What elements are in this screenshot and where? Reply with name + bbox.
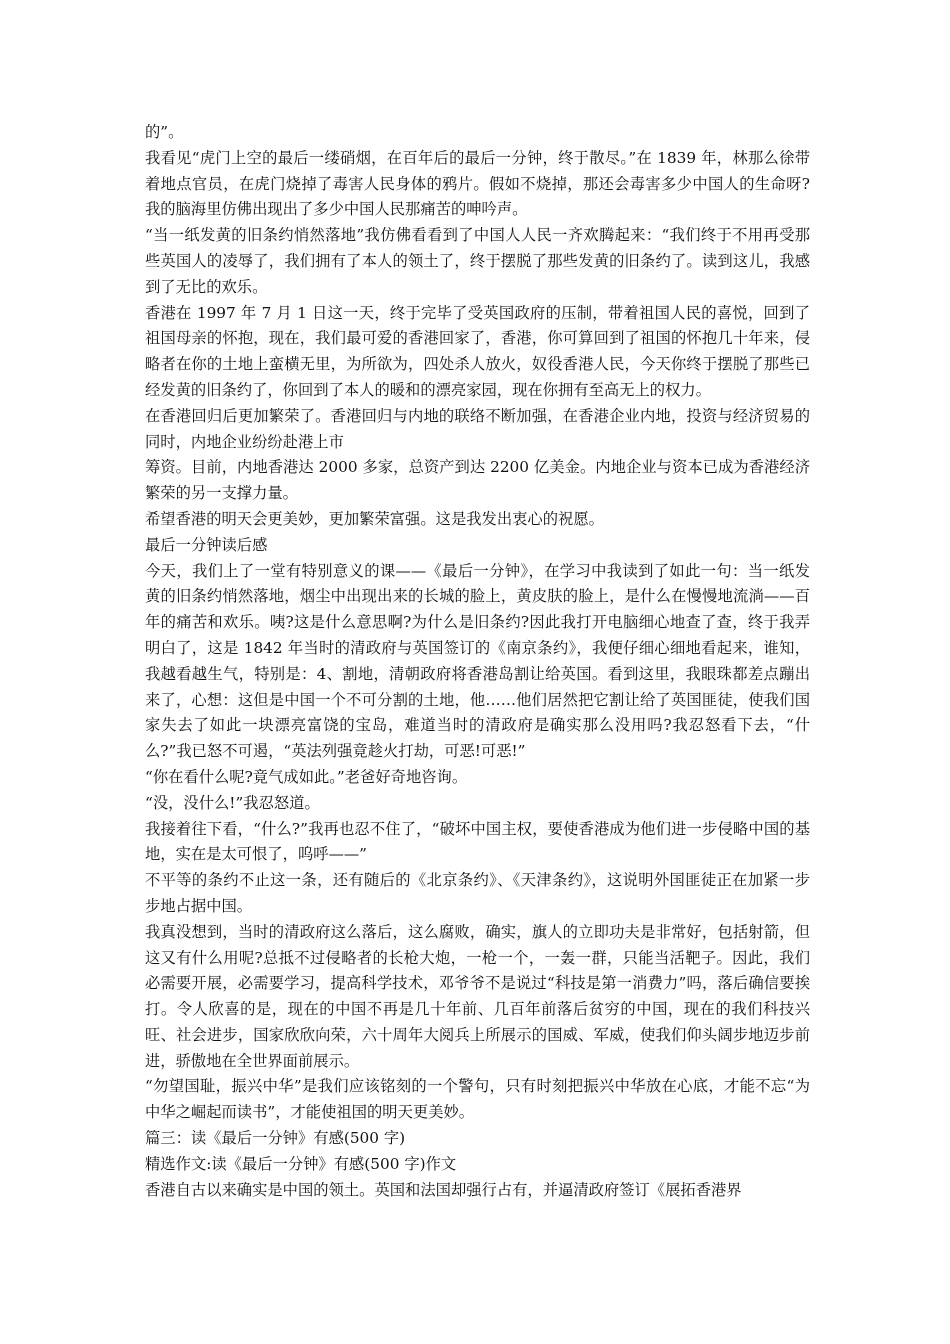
paragraph: “你在看什么呢?竟气成如此。”老爸好奇地咨询。 <box>145 767 468 786</box>
subheading: 精选作文:读《最后一分钟》有感(500 字)作文 <box>145 1154 457 1173</box>
document-body <box>145 120 810 1203</box>
paragraph: 香港在 1997 年 7 月 1 日这一天，终于完毕了受英国政府的压制，带着祖国人民的喜悦，回到了祖国母亲的怀抱，现在，我们最可爱的香港回家了，香港，你可算回到了祖国的怀抱几十年来，侵略者在你的土地上蛮横无里，为所欲为，四处杀人放火，奴役香港人民，今天你终于摆脱了那些已经发黄的旧条约了，你回到了本人的暖和的漂亮家园，现在你拥有至高无上的权力。 <box>145 303 810 399</box>
paragraph: 筹资。目前，内地香港达 2000 多家，总资产到达 2200 亿美金。内地企业与资本已成为香港经济繁荣的另一支撑力量。 <box>145 458 810 503</box>
section-heading: 篇三：读《最后一分钟》有感(500 字) <box>145 1129 406 1148</box>
paragraph: 我看见“虎门上空的最后一缕硝烟，在百年后的最后一分钟，终于散尽。”在 1839 年，林那么徐带着地点官员，在虎门烧掉了毒害人民身体的鸦片。假如不烧掉，那还会毒害多少中国人的生命呀?我的脑海里仿佛出现出了多少中国人民那痛苦的呻吟声。 <box>145 148 810 219</box>
paragraph: 的”。 <box>145 123 184 141</box>
paragraph: “当一纸发黄的旧条约悄然落地”我仿佛看看到了中国人人民一齐欢腾起来：“我们终于不用再受那些英国人的凌辱了，我们拥有了本人的领土了，终于摆脱了那些发黄的旧条约了。读到这儿，我感到了无比的欢乐。 <box>145 226 810 296</box>
paragraph: 不平等的条约不止这一条，还有随后的《北京条约》、《天津条约》，这说明外国匪徒正在加紧一步步地占据中国。 <box>145 871 810 915</box>
paragraph: 我真没想到，当时的清政府这么落后，这么腐败，确实，旗人的立即功夫是非常好，包括射箭，但这又有什么用呢?总抵不过侵略者的长枪大炮，一枪一个，一轰一群，只能当活靶子。因此，我们必需要开展，必需要学习，提高科学技术，邓爷爷不是说过“科技是第一消费力”吗，落后确信要挨打。令人欣喜的是，现在的中国不再是几十年前、几百年前落后贫穷的中国，现在的我们科技兴旺、社会进步，国家欣欣向荣，六十周年大阅兵上所展示的国威、军威，使我们仰头阔步地迈步前进，骄傲地在全世界面前展示。 <box>145 922 810 1070</box>
paragraph: 今天，我们上了一堂有特别意义的课——《最后一分钟》，在学习中我读到了如此一句：当一纸发黄的旧条约悄然落地，烟尘中出现出来的长城的脸上，黄皮肤的脸上，是什么在慢慢地流淌——百年的痛苦和欢乐。咦?这是什么意思啊?为什么是旧条约?因此我打开电脑细心地查了查，终于我弄明白了，这是 1842 年当时的清政府与英国签订的《南京条约》，我便仔细心细地看起来，谁知，我越看越生气，特别是：4、割地，清朝政府将香港岛割让给英国。看到这里，我眼珠都差点蹦出来了，心想：这但是中国一个不可分割的土地，他……他们居然把它割让给了英国匪徒，使我们国家失去了如此一块漂亮富饶的宝岛，难道当时的清政府是确实那么没用吗?我忍怒看下去，“什么?”我已怒不可遏，“英法列强竟趁火打劫，可恶!可恶!” <box>145 561 810 761</box>
paragraph: “勿望国耻，振兴中华”是我们应该铭刻的一个警句，只有时刻把振兴中华放在心底，才能不忘“为中华之崛起而读书”，才能使祖国的明天更美妙。 <box>145 1077 810 1122</box>
paragraph: “没，没什么!”我忍怒道。 <box>145 793 320 812</box>
paragraph: 希望香港的明天会更美妙，更加繁荣富强。这是我发出衷心的祝愿。 <box>145 509 604 528</box>
section-heading: 最后一分钟读后感 <box>145 535 268 554</box>
paragraph: 香港自古以来确实是中国的领土。英国和法国却强行占有，并逼清政府签订《展拓香港界 <box>145 1180 742 1199</box>
paragraph: 我接着往下看，“什么?”我再也忍不住了，“破坏中国主权，要使香港成为他们进一步侵略中国的基地，实在是太可恨了，呜呼——” <box>145 819 810 864</box>
paragraph: 在香港回归后更加繁荣了。香港回归与内地的联络不断加强，在香港企业内地，投资与经济贸易的同时，内地企业纷纷赴港上市 <box>145 406 810 451</box>
